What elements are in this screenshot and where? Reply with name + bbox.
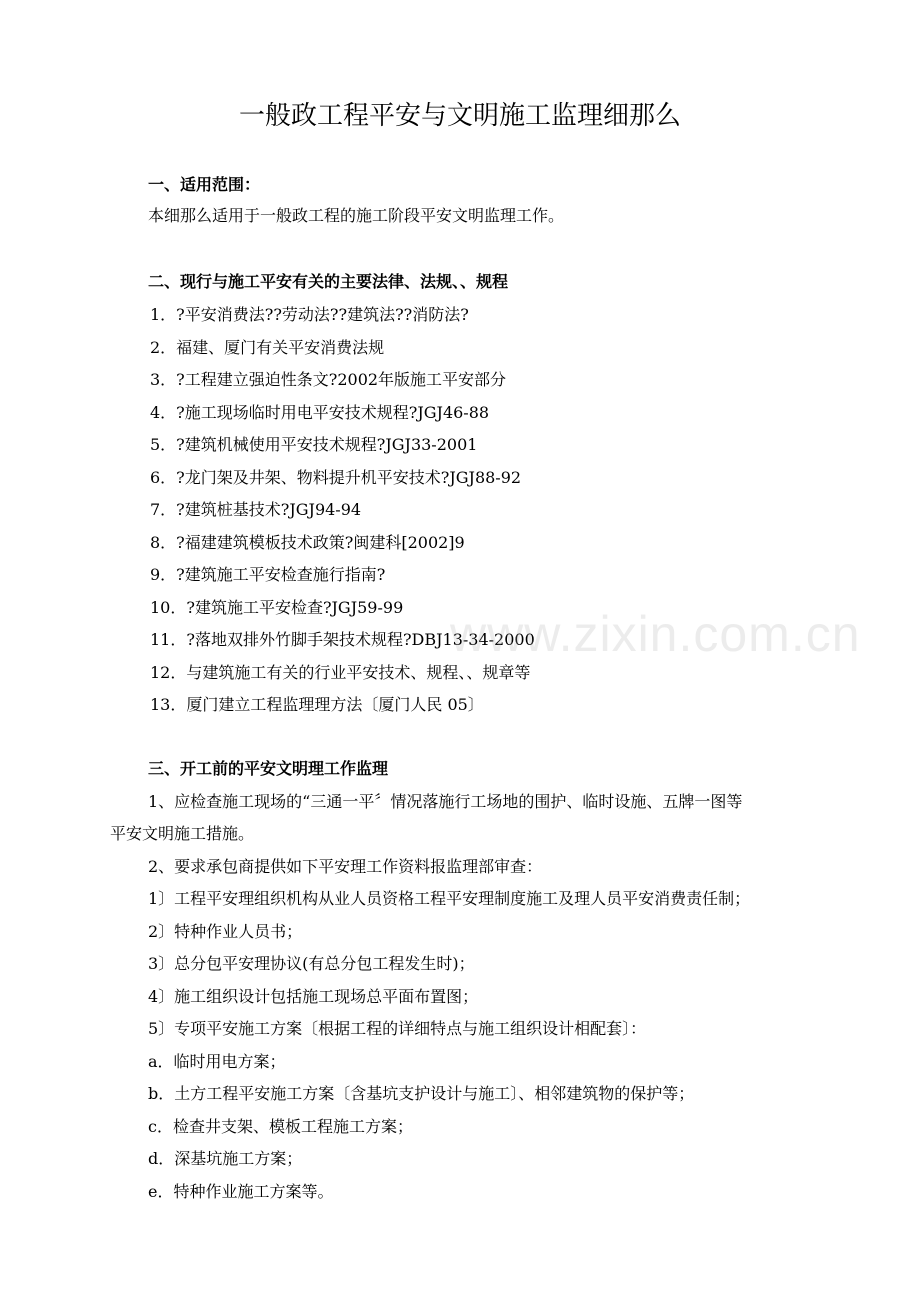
paragraph-line: 1、应检查施工现场的“三通一平〞情况落施行工场地的围护、临时设施、五牌一图等 bbox=[148, 792, 743, 811]
requirement-list-item: b．土方工程平安施工方案〔含基坑支护设计与施工〕、相邻建筑物的保护等； bbox=[148, 1084, 695, 1103]
paragraph-line: 2、要求承包商提供如下平安理工作资料报监理部审查： bbox=[148, 857, 543, 876]
law-list-item: 8．?福建建筑模板技术政策?闽建科[2002]9 bbox=[150, 533, 465, 552]
scope-text: 本细那么适用于一般政工程的施工阶段平安文明监理工作。 bbox=[148, 206, 565, 225]
law-list-item: 7．?建筑桩基技术?JGJ94-94 bbox=[150, 500, 362, 519]
requirement-list-item: a．临时用电方案； bbox=[148, 1052, 286, 1071]
requirement-list-item: 2〕特种作业人员书； bbox=[148, 922, 303, 941]
law-list-item: 4．?施工现场临时用电平安技术规程?JGJ46-88 bbox=[150, 403, 490, 422]
law-list-item: 2．福建、厦门有关平安消费法规 bbox=[150, 338, 385, 357]
requirement-list-item: e．特种作业施工方案等。 bbox=[148, 1182, 334, 1201]
requirement-list-item: c．检查井支架、模板工程施工方案； bbox=[148, 1117, 413, 1136]
requirement-list-item: 3〕总分包平安理协议(有总分包工程发生时)； bbox=[148, 954, 475, 973]
document-title: 一般政工程平安与文明施工监理细那么 bbox=[238, 101, 681, 131]
section-heading-scope: 一、适用范围： bbox=[148, 175, 261, 194]
law-list-item: 12．与建筑施工有关的行业平安技术、规程、、规章等 bbox=[150, 663, 531, 682]
section-heading-pre-construction: 三、开工前的平安文明理工作监理 bbox=[148, 759, 389, 778]
law-list-item: 1．?平安消费法??劳动法??建筑法??消防法? bbox=[150, 305, 469, 324]
law-list-item: 5．?建筑机械使用平安技术规程?JGJ33-2001 bbox=[150, 435, 478, 454]
watermark: www.zixin.com.cn bbox=[450, 606, 861, 662]
requirement-list-item: d．深基坑施工方案； bbox=[148, 1149, 303, 1168]
requirement-list-item: 4〕施工组织设计包括施工现场总平面布置图； bbox=[148, 987, 479, 1006]
law-list-item: 11．?落地双排外竹脚手架技术规程?DBJ13-34-2000 bbox=[150, 630, 535, 649]
requirement-list-item: 1〕工程平安理组织机构从业人员资格工程平安理制度施工及理人员平安消费责任制； bbox=[148, 889, 751, 908]
law-list-item: 6．?龙门架及井架、物料提升机平安技术?JGJ88-92 bbox=[150, 468, 522, 487]
section-heading-laws: 二、现行与施工平安有关的主要法律、法规、、规程 bbox=[148, 272, 509, 291]
law-list-item: 10．?建筑施工平安检查?JGJ59-99 bbox=[150, 598, 404, 617]
requirement-list-item: 5〕专项平安施工方案〔根据工程的详细特点与施工组织设计相配套〕： bbox=[148, 1019, 647, 1038]
law-list-item: 3．?工程建立强迫性条文?2002年版施工平安部分 bbox=[150, 370, 507, 389]
paragraph-line: 平安文明施工措施。 bbox=[110, 824, 255, 843]
law-list-item: 13．厦门建立工程监理理方法〔厦门人民 05〕 bbox=[150, 695, 484, 714]
law-list-item: 9．?建筑施工平安检查施行指南? bbox=[150, 565, 386, 584]
